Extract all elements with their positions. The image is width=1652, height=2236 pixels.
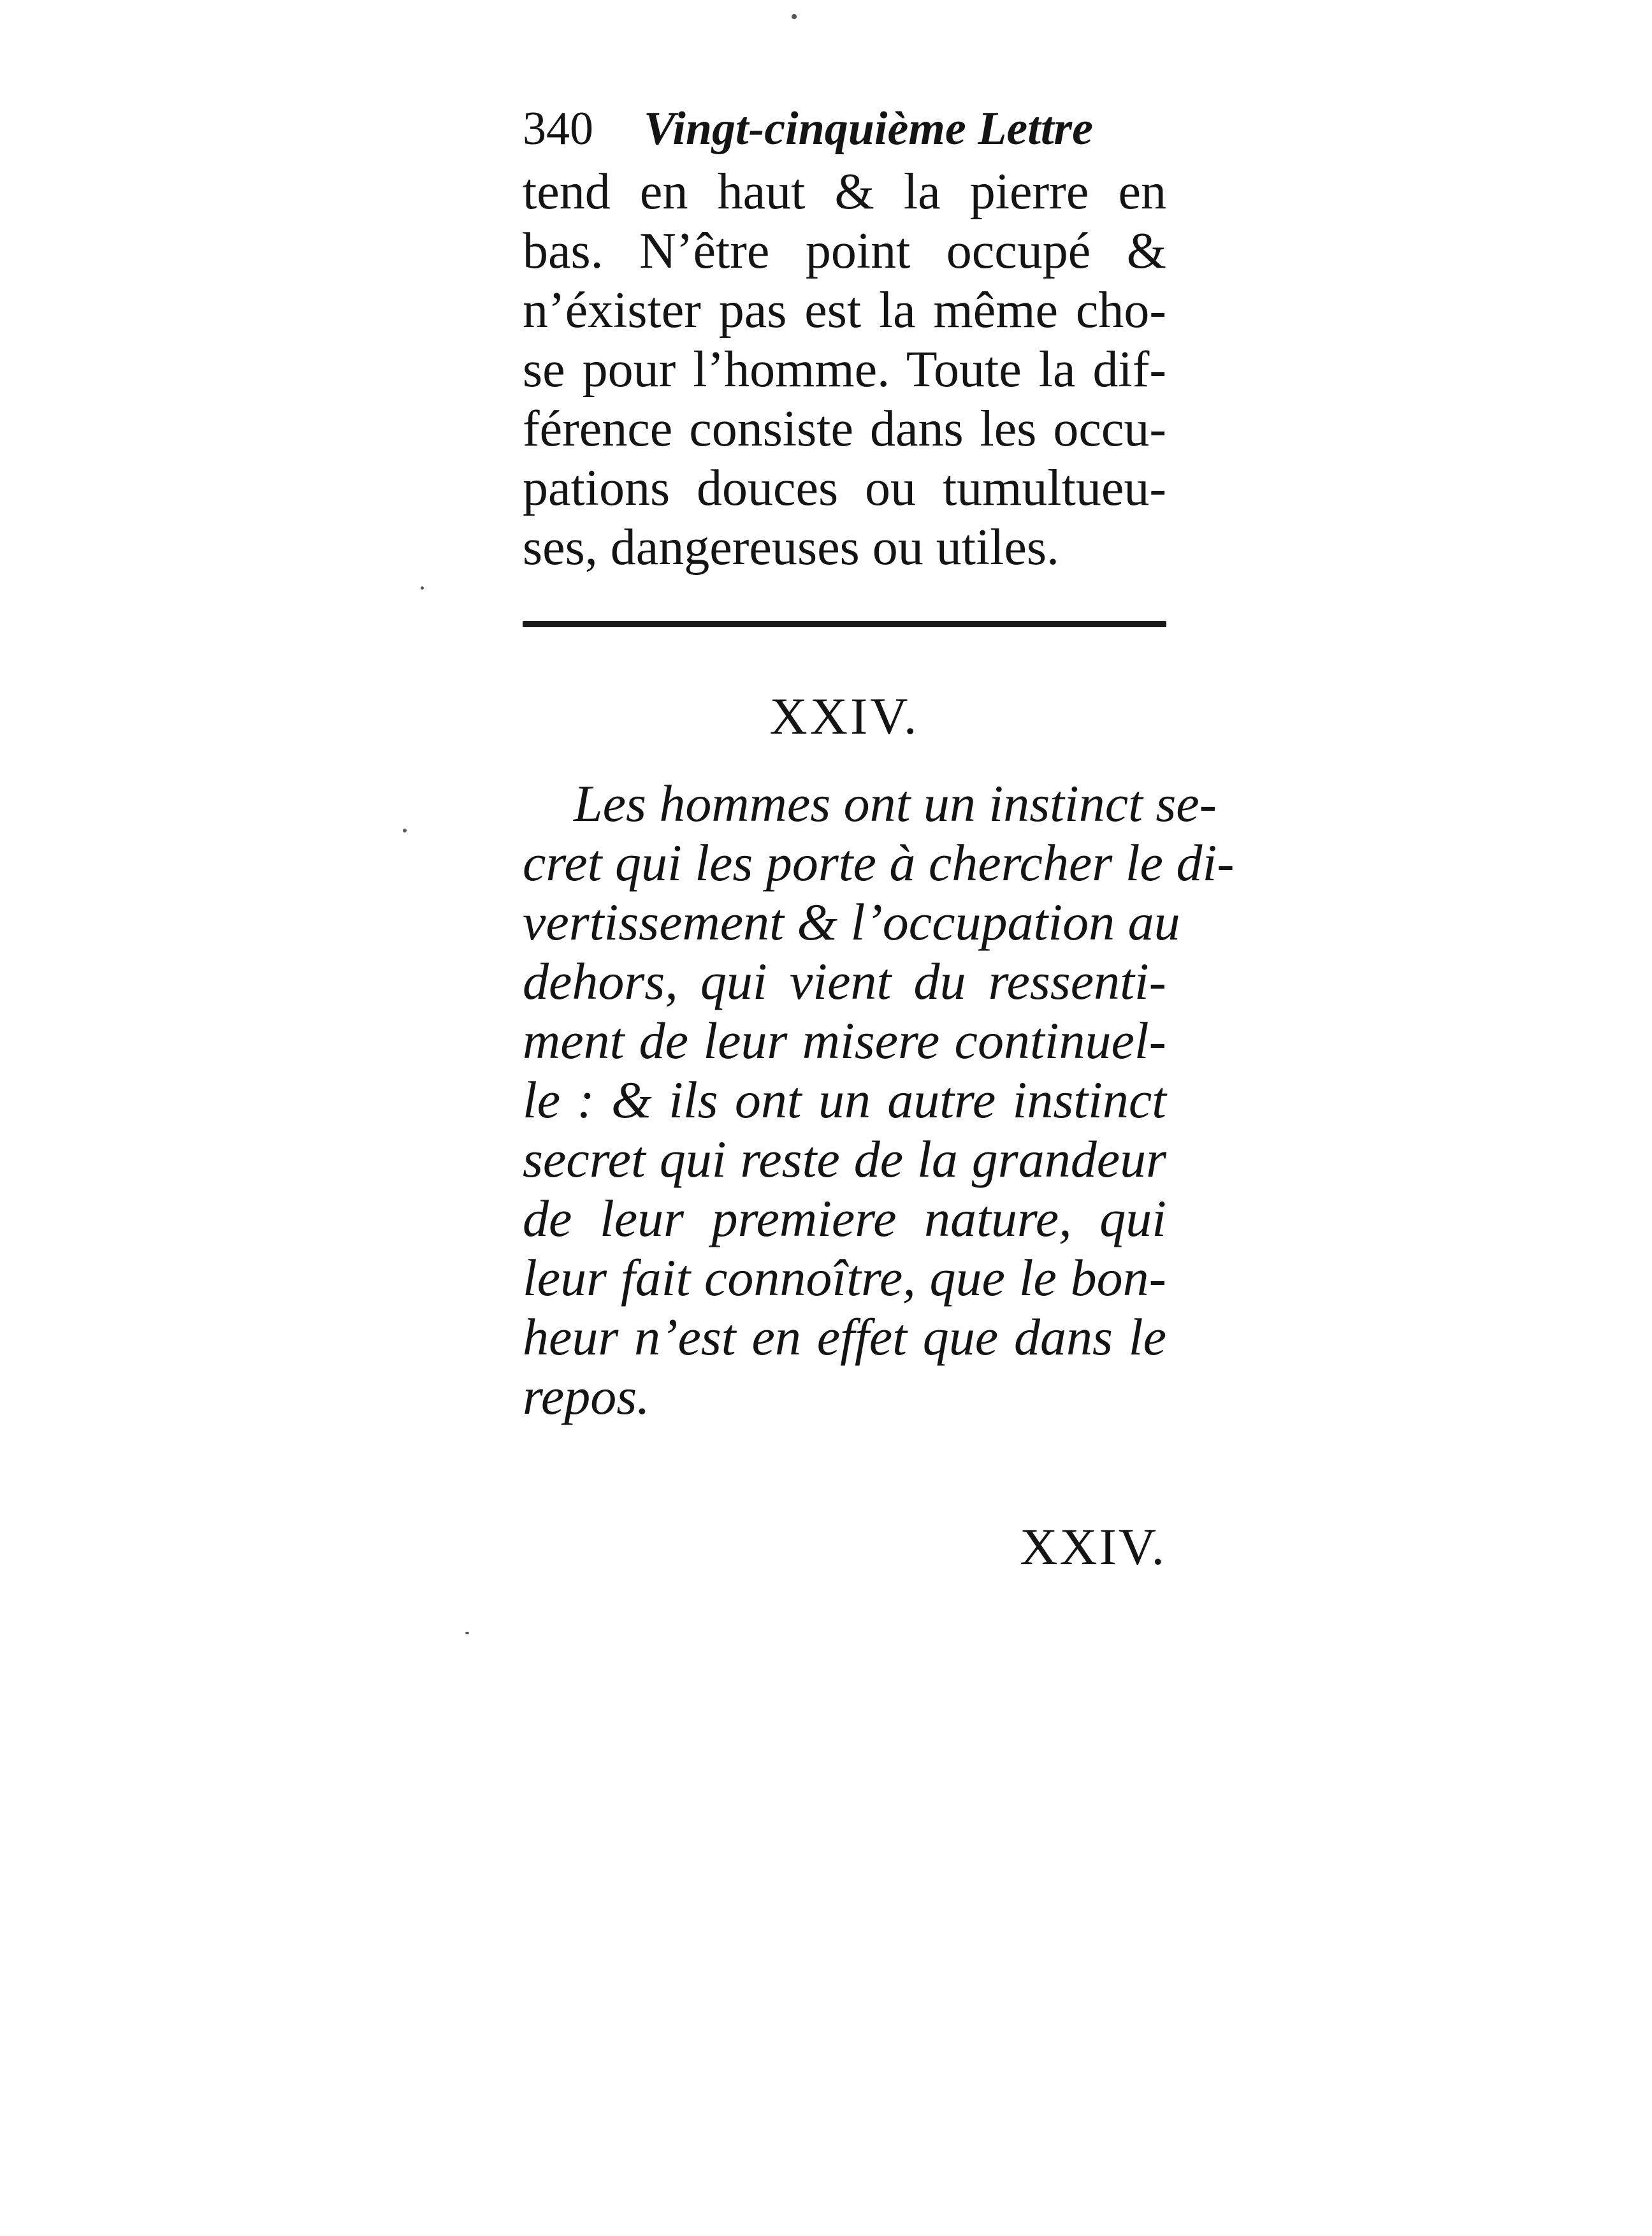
text-line: cret qui les porte à chercher le di- <box>523 834 1235 892</box>
text-line: Les hommes ont un instinct se- <box>574 774 1217 832</box>
running-head-title: Vingt-cinquième Lettre <box>644 103 1094 155</box>
ink-speck <box>465 1632 469 1634</box>
text-line: heur n’est en effet que dans le <box>523 1308 1166 1366</box>
text-line: se pour l’homme. Toute la dif- <box>523 342 1166 398</box>
ink-speck <box>792 14 797 19</box>
ink-speck <box>403 829 407 832</box>
text-line: de leur premiere nature, qui <box>523 1189 1166 1247</box>
catchword: XXIV. <box>1020 1518 1166 1576</box>
text-line: ment de leur misere continuel- <box>523 1012 1166 1070</box>
page-number: 340 <box>523 103 593 155</box>
text-line: ses, dangereuses ou utiles. <box>523 519 1060 576</box>
text-line: férence consiste dans les occu- <box>523 401 1166 457</box>
text-line: secret qui reste de la grandeur <box>523 1130 1166 1188</box>
paragraph-continued <box>523 163 1166 577</box>
text-column <box>523 96 1235 1585</box>
maxim-paragraph <box>523 774 1235 1426</box>
text-line: le : & ils ont un autre instinct <box>523 1071 1166 1129</box>
text-line: dehors, qui vient du ressenti- <box>523 952 1166 1010</box>
text-line: n’éxister pas est la même cho- <box>523 282 1166 338</box>
text-line: vertissement & l’occupation au <box>523 893 1180 951</box>
text-line: bas. N’être point occupé & <box>523 223 1166 279</box>
text-line: pations douces ou tumultueu- <box>523 460 1166 516</box>
section-heading: XXIV. <box>769 687 920 745</box>
section-divider-rule <box>523 621 1166 627</box>
text-line: tend en haut & la pierre en <box>523 164 1166 220</box>
text-line: repos. <box>523 1367 650 1425</box>
text-line: leur fait connoître, que le bon- <box>523 1249 1166 1307</box>
ink-speck <box>421 586 424 590</box>
running-head <box>523 96 1166 163</box>
